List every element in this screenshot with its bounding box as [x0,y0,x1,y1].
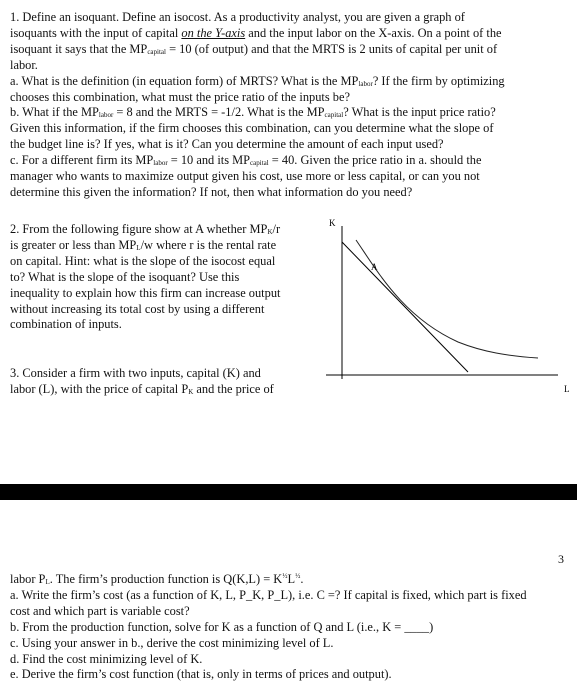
isoquant-figure [318,212,577,392]
x-axis-label: L [564,384,570,392]
q2-line: without increasing its total cost by using a different [10,301,265,316]
question-3 [10,366,310,398]
q1a-line: a. What is the definition (in equation form) of MRTS? What is the $MP_{labor}$? If the firm by optimizing [10,73,505,88]
page-number: 3 [558,552,564,566]
q2-line: is greater or less than $MP_L/w$ where r is the rental rate [10,237,277,252]
q1a-line: chooses this combination, what must the price ratio of the inputs be? [10,89,350,104]
q3-line: labor $P_L$. The firm’s production function is $Q(K,L) = K^{\frac{1}{2}}L^{\frac{1}{2}}$. [10,572,304,586]
q3a-line: a. Write the firm’s cost (as a function of K, L, P_K, P_L), i.e. C =? If capital is fixed, which part is fixed [10,587,527,602]
q3-line: labor (L), with the price of capital $P_K$ and the price of [10,381,274,396]
q1b-line: the budget line is? If yes, what is it? Can you determine the amount of each input used? [10,137,444,152]
y-axis-label: K [329,218,336,228]
q1c-line: c. For a different firm its $MP_{labor} = 10$ and its $MP_{capital} = 40$. Given the price ratio in a. should the [10,153,482,168]
q3c-line: c. Using your answer in b., derive the cost minimizing level of L. [10,635,334,650]
q3-line: 3. Consider a firm with two inputs, capital (K) and [10,366,261,380]
isocost-line [342,242,468,372]
q1-line: isoquant it says that the $MP_{capital} = 10$ (of output) and that the MRTS is 2 units of capital per unit of [10,41,498,56]
q2-line: to? What is the slope of the isoquant? Use this [10,269,240,284]
q2-line: combination of inputs. [10,317,122,332]
q3a-line: cost and which part is variable cost? [10,603,190,618]
q2-line: inequality to explain how this firm can increase output [10,285,281,300]
q1b-line: Given this information, if the firm chooses this combination, can you determine what the slope of [10,121,494,136]
question-3-continued [10,572,563,683]
q2-line: 2. From the following figure show at A whether $MP_K/r$ [10,222,281,236]
isoquant-curve [356,240,538,358]
q2-line: on capital. Hint: what is the slope of the isocost equal [10,253,276,268]
q3e-line: e. Derive the firm’s cost function (that is, only in terms of prices and output). [10,667,392,682]
q1-line: isoquants with the input of capital on the Y-axis and the input labor on the X-axis. On a point of the [10,25,502,40]
q1b-line: b. What if the $MP_{labor} = 8$ and the MRTS = -1/2. What is the $MP_{capital}$? What is the input price ratio? [10,105,496,120]
question-2 [10,222,310,333]
q1-line: 1. Define an isoquant. Define an isocost. As a productivity analyst, you are given a graph of [10,10,465,24]
page-divider [0,484,577,500]
point-a-label: A [371,262,378,272]
q3b-line: b. From the production function, solve for K as a function of Q and L (i.e., K = ____) [10,619,434,634]
q1c-line: determine this given the information? If not, then what information do you need? [10,184,413,199]
q1-line: labor. [10,57,38,72]
question-1 [10,10,563,201]
q3d-line: d. Find the cost minimizing level of K. [10,651,203,666]
q1c-line: manager who wants to maximize output given his cost, use more or less capital, or can you not [10,169,480,184]
